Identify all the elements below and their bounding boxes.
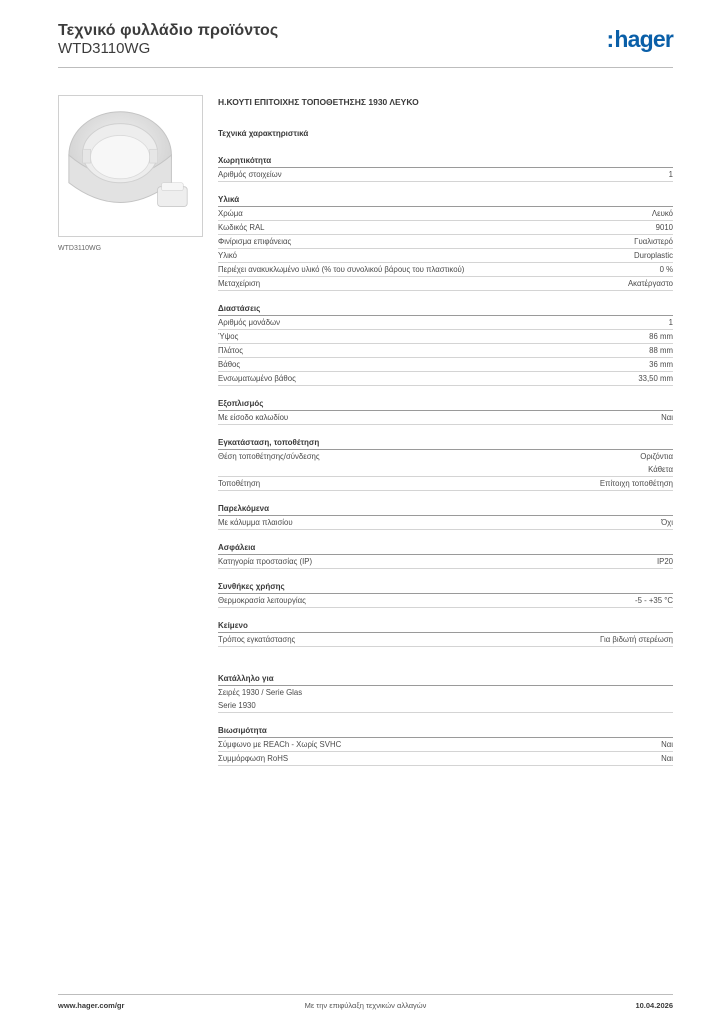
spec-row [218, 207, 673, 221]
page-header [58, 20, 673, 68]
footer-date: 10.04.2026 [635, 1001, 673, 1010]
product-code: WTD3110WG [58, 40, 151, 57]
spec-label: Συμμόρφωση RoHS [218, 754, 289, 763]
spec-value: 1 [668, 170, 673, 179]
section-title: Παρελκόμενα [218, 500, 673, 516]
spec-value: Ναι [661, 740, 673, 749]
spec-row [218, 316, 673, 330]
spec-label: Πλάτος [218, 346, 243, 355]
spec-section [218, 152, 673, 182]
spec-row [218, 411, 673, 425]
spec-label: Με κάλυμμα πλαισίου [218, 518, 293, 527]
spec-row [218, 330, 673, 344]
spec-value: Ναι [661, 754, 673, 763]
spec-row [218, 372, 673, 386]
spec-row [218, 477, 673, 491]
spec-value: Λευκό [651, 209, 673, 218]
spec-section [218, 670, 673, 713]
spec-value: Ναι [661, 413, 673, 422]
spec-section [218, 722, 673, 766]
spec-section [218, 395, 673, 425]
spec-row [218, 168, 673, 182]
spec-section [218, 191, 673, 291]
spec-row [218, 249, 673, 263]
spec-label: Σειρές 1930 / Serie Glas Serie 1930 [218, 688, 303, 710]
section-title: Κείμενο [218, 617, 673, 633]
spec-section [218, 500, 673, 530]
product-image [58, 95, 203, 237]
spec-section [218, 578, 673, 608]
section-title: Εξοπλισμός [218, 395, 673, 411]
spec-row [218, 277, 673, 291]
spec-label: Θέση τοποθέτησης/σύνδεσης [218, 452, 320, 461]
spec-row [218, 738, 673, 752]
product-name: Η.ΚΟΥΤΙ ΕΠΙΤΟΙΧΗΣ ΤΟΠΟΘΕΤΗΣΗΣ 1930 ΛΕΥΚΟ [218, 97, 419, 107]
section-title: Εγκατάσταση, τοποθέτηση [218, 434, 673, 450]
spec-label: Τοποθέτηση [218, 479, 261, 488]
spec-value: 9010 [655, 223, 673, 232]
spec-value: Όχι [661, 518, 673, 527]
page-footer [58, 994, 673, 1014]
spec-value: Γυαλιστερό [634, 237, 673, 246]
spec-value: IP20 [656, 557, 673, 566]
spec-section [218, 434, 673, 491]
section-title: Υλικά [218, 191, 673, 207]
spec-label: Με είσοδο καλωδίου [218, 413, 289, 422]
section-title: Χωρητικότητα [218, 152, 673, 168]
spec-row [218, 344, 673, 358]
cable-entry-plug [158, 183, 188, 207]
product-box-illustration [59, 96, 202, 236]
spec-value: 33,50 mm [638, 374, 673, 383]
spec-value: Επίτοιχη τοποθέτηση [599, 479, 673, 488]
spec-label: Αριθμός μονάδων [218, 318, 281, 327]
footer-url[interactable]: www.hager.com/gr [58, 1001, 125, 1010]
spec-value: 88 mm [649, 346, 673, 355]
spec-value: 36 mm [649, 360, 673, 369]
spec-label: Βάθος [218, 360, 241, 369]
footer-note: Με την επιφύλαξη τεχνικών αλλαγών [304, 1001, 427, 1010]
section-title: Κατάλληλο για [218, 670, 673, 686]
spec-value: Ακατέργαστο [627, 279, 673, 288]
spec-label: Τρόπος εγκατάστασης [218, 635, 296, 644]
spec-row [218, 358, 673, 372]
section-title: Ασφάλεια [218, 539, 673, 555]
spec-row [218, 752, 673, 766]
spec-label: Κατηγορία προστασίας (IP) [218, 557, 313, 566]
spec-value: Για βιδωτή στερέωση [600, 635, 673, 644]
spec-value: 1 [668, 318, 673, 327]
document-title: Τεχνικό φυλλάδιο προϊόντος [58, 22, 279, 39]
logo-text: hager [614, 26, 673, 52]
spec-label: Υλικό [218, 251, 237, 260]
image-caption: WTD3110WG [58, 245, 102, 252]
spec-row [218, 686, 673, 713]
spec-row [218, 221, 673, 235]
spec-row [218, 555, 673, 569]
spec-row [218, 516, 673, 530]
spec-row [218, 633, 673, 647]
spec-section [218, 617, 673, 647]
spec-value: 0 % [659, 265, 673, 274]
spec-content [218, 97, 673, 766]
spec-label: Ύψος [218, 332, 239, 341]
spec-section [218, 300, 673, 386]
spec-heading: Τεχνικά χαρακτηριστικά [218, 129, 309, 138]
spec-row [218, 450, 673, 477]
spec-label: Περιέχει ανακυκλωμένο υλικό (% του συνολικού βάρους του πλαστικού) [218, 265, 465, 274]
spec-value: 86 mm [649, 332, 673, 341]
spec-row [218, 235, 673, 249]
spec-sections [218, 152, 673, 766]
section-title: Βιωσιμότητα [218, 722, 673, 738]
section-title: Διαστάσεις [218, 300, 673, 316]
spec-value: Duroplastic [634, 251, 673, 260]
hager-logo: :hager [606, 26, 673, 52]
spec-label: Φινίρισμα επιφάνειας [218, 237, 292, 246]
spec-value: Οριζόντια Κάθετα [640, 452, 673, 474]
spec-label: Σύμφωνο με REACh - Χωρίς SVHC [218, 740, 342, 749]
spec-label: Μεταχείριση [218, 279, 261, 288]
spec-label: Ενσωματωμένο βάθος [218, 374, 296, 383]
spec-section [218, 539, 673, 569]
spec-label: Χρώμα [218, 209, 243, 218]
spec-label: Αριθμός στοιχείων [218, 170, 282, 179]
spec-label: Κωδικός RAL [218, 223, 265, 232]
section-title: Συνθήκες χρήσης [218, 578, 673, 594]
spec-row [218, 263, 673, 277]
spec-label: Θερμοκρασία λειτουργίας [218, 596, 306, 605]
spec-row [218, 594, 673, 608]
spec-value: -5 - +35 °C [634, 596, 673, 605]
section-spacer [218, 647, 673, 661]
